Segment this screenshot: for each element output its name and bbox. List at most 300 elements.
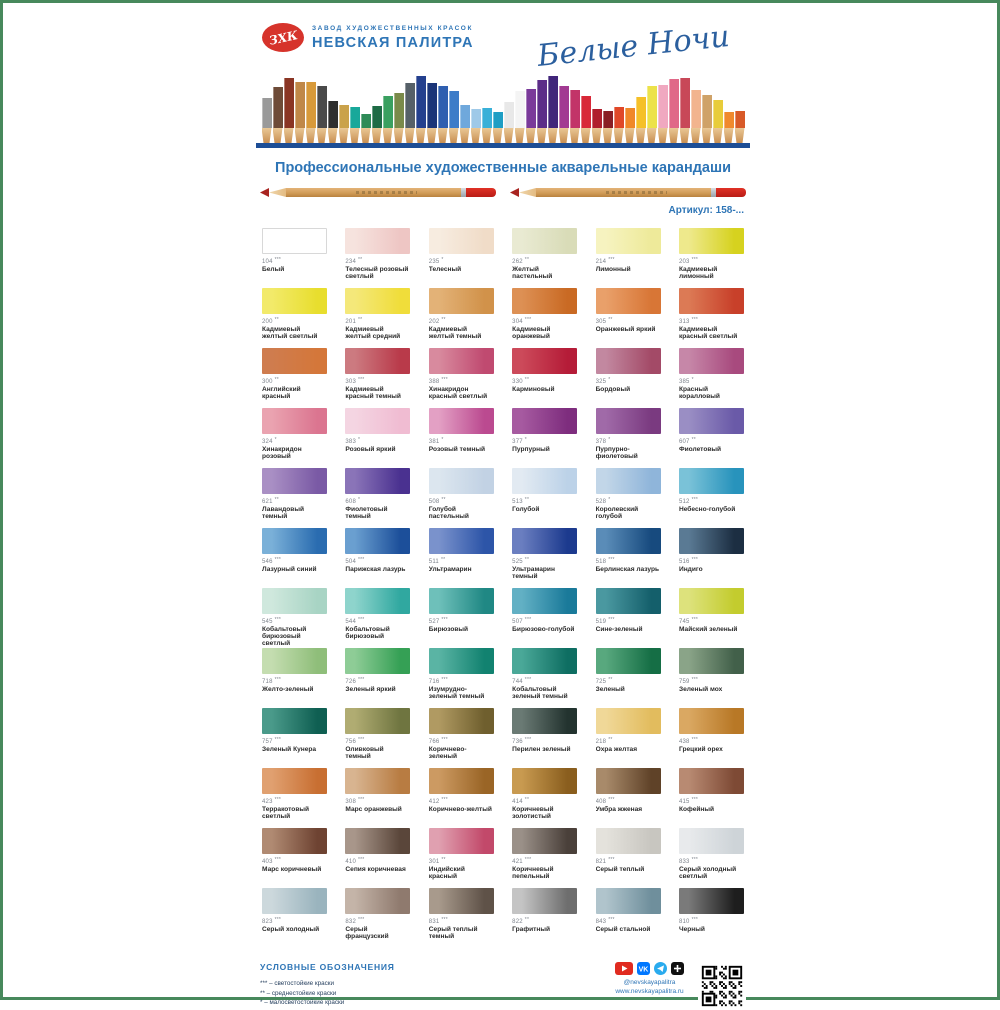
- color-cell: [596, 648, 661, 708]
- color-name: Бирюзовый: [428, 625, 469, 633]
- color-cell: [345, 648, 410, 708]
- color-name: Оливковый темный: [345, 745, 384, 760]
- color-code: 403 ***: [262, 856, 282, 865]
- color-cell: [262, 468, 327, 528]
- color-swatch: [345, 828, 410, 854]
- color-name: Небесно-голубой: [678, 505, 736, 513]
- color-code: 525 **: [512, 556, 530, 565]
- pencil: [680, 78, 690, 143]
- color-swatch: [512, 888, 577, 914]
- pencil-end-cap: [716, 188, 746, 197]
- color-cell: [596, 888, 661, 948]
- color-cell: [512, 888, 577, 948]
- color-cell: [596, 708, 661, 768]
- color-code: 415 ***: [678, 796, 699, 805]
- color-cell: [345, 468, 410, 528]
- color-code: 608 *: [345, 496, 361, 505]
- pencil: [394, 93, 404, 143]
- color-cell: [429, 708, 494, 768]
- color-swatch: [512, 768, 577, 794]
- youtube-icon: [615, 962, 633, 975]
- color-swatch: [596, 288, 661, 314]
- color-name: Коричневый золотистый: [512, 805, 554, 820]
- color-name: Лазурный синий: [262, 565, 317, 573]
- color-cell: [429, 828, 494, 888]
- color-swatch: [429, 408, 494, 434]
- color-swatch: [345, 648, 410, 674]
- color-code: 544 ***: [345, 616, 365, 625]
- color-cell: [429, 528, 494, 588]
- color-name: Королевский голубой: [595, 505, 639, 520]
- vk-icon: [637, 962, 650, 975]
- pencil-illustration: [510, 188, 746, 197]
- pencil: [471, 109, 481, 143]
- color-swatch: [262, 888, 327, 914]
- color-code: 423 ***: [262, 796, 282, 805]
- pencil-illustration: [260, 188, 496, 197]
- pencil-band: [256, 74, 750, 148]
- pencil: [361, 114, 371, 143]
- color-code: 330 **: [512, 376, 530, 385]
- color-cell: [262, 708, 327, 768]
- color-code: 823 ***: [262, 916, 282, 925]
- color-swatch: [345, 408, 410, 434]
- color-code: 421 ***: [512, 856, 532, 865]
- color-cell: [512, 528, 577, 588]
- color-code: 843 ***: [595, 916, 615, 925]
- logo-text: ЗХК: [267, 27, 299, 48]
- color-swatch: [596, 228, 661, 254]
- color-name: Кадмиевый лимонный: [678, 265, 718, 280]
- pencil: [295, 82, 305, 143]
- color-code: 377 *: [512, 436, 527, 445]
- color-name: Кадмиевый оранжевый: [512, 325, 551, 340]
- color-cell: [345, 408, 410, 468]
- color-swatch: [512, 348, 577, 374]
- color-cell: [512, 228, 577, 288]
- pencil: [592, 109, 602, 143]
- color-swatch: [345, 708, 410, 734]
- pencil-band-row: [256, 76, 750, 143]
- color-swatch: [345, 348, 410, 374]
- color-swatch: [429, 528, 494, 554]
- footer: [256, 962, 750, 1010]
- pencil: [262, 98, 272, 143]
- color-swatch: [679, 708, 744, 734]
- color-name: Голубой: [512, 505, 540, 513]
- color-cell: [512, 288, 577, 348]
- color-code: 757 ***: [262, 736, 282, 745]
- color-name: Изумрудно-зеленый темный: [428, 685, 485, 700]
- pencil: [669, 79, 679, 143]
- series-script-logo: Белые Ночи: [535, 19, 732, 74]
- color-swatch: [512, 648, 577, 674]
- color-cell: [262, 588, 327, 648]
- pencil: [515, 91, 525, 143]
- pencil: [328, 101, 338, 143]
- legend-item: *** – светостойкие краски: [260, 980, 335, 987]
- color-name: Сепия коричневая: [345, 865, 406, 873]
- pencil: [339, 105, 349, 143]
- color-code: 832 ***: [345, 916, 365, 925]
- color-code: 378 *: [595, 436, 611, 445]
- color-code: 202 **: [428, 316, 446, 325]
- color-name: Терракотовый светлый: [262, 805, 310, 820]
- color-swatch: [345, 228, 410, 254]
- pencil: [537, 80, 547, 143]
- color-code: 516 ***: [678, 556, 699, 565]
- color-cell: [679, 288, 744, 348]
- color-cell: [345, 228, 410, 288]
- color-name: Серый холодный светлый: [678, 865, 737, 880]
- pencil: [416, 76, 426, 143]
- color-name: Кобальтовый бирюзовый: [345, 625, 390, 640]
- legend-heading: УСЛОВНЫЕ ОБОЗНАЧЕНИЯ: [260, 962, 395, 972]
- color-swatch: [429, 228, 494, 254]
- color-name: Лавандовый темный: [262, 505, 305, 520]
- color-swatch: [679, 348, 744, 374]
- color-cell: [345, 828, 410, 888]
- color-cell: [679, 588, 744, 648]
- pencil: [317, 86, 327, 143]
- color-name: Хинакридон розовый: [262, 445, 302, 460]
- color-cell: [679, 408, 744, 468]
- pencil: [427, 83, 437, 143]
- color-name: Пурпурный: [512, 445, 550, 453]
- color-code: 200 **: [262, 316, 279, 325]
- color-cell: [262, 648, 327, 708]
- factory-line: ЗАВОД ХУДОЖЕСТВЕННЫХ КРАСОК: [312, 24, 474, 32]
- pencil: [559, 86, 569, 143]
- color-cell: [679, 768, 744, 828]
- pencil: [306, 82, 316, 143]
- color-cell: [429, 648, 494, 708]
- color-swatch: [262, 228, 327, 254]
- color-swatch: [429, 768, 494, 794]
- color-name: Черный: [678, 925, 705, 933]
- color-code: 545 ***: [262, 616, 282, 625]
- social-block: [615, 962, 684, 995]
- color-cell: [512, 408, 577, 468]
- color-code: 388 ***: [428, 376, 448, 385]
- color-code: 745 ***: [678, 616, 699, 625]
- color-chart-card: [256, 15, 750, 1010]
- header: [256, 15, 750, 74]
- color-cell: [679, 468, 744, 528]
- color-code: 305 **: [595, 316, 613, 325]
- color-code: 303 ***: [345, 376, 365, 385]
- color-name: Парижская лазурь: [345, 565, 406, 573]
- color-name: Розовый яркий: [345, 445, 396, 453]
- color-code: 528 *: [595, 496, 611, 505]
- color-cell: [596, 768, 661, 828]
- pencil: [482, 108, 492, 143]
- color-cell: [345, 348, 410, 408]
- pencil: [570, 90, 580, 143]
- pencil: [460, 105, 470, 143]
- color-cell: [512, 708, 577, 768]
- color-code: 512 ***: [678, 496, 699, 505]
- color-name: Фиолетовый: [678, 445, 722, 453]
- color-name: Сине-зеленый: [595, 625, 643, 633]
- color-code: 234 **: [345, 256, 363, 265]
- pencil: [504, 102, 514, 143]
- color-code: 546 ***: [262, 556, 282, 565]
- color-swatch: [262, 828, 327, 854]
- color-cell: [429, 588, 494, 648]
- color-name: Фиолетовый темный: [345, 505, 388, 520]
- color-swatch: [262, 288, 327, 314]
- zhk-logo-icon: [262, 23, 304, 52]
- color-name: Кадмиевый красный темный: [345, 385, 401, 400]
- color-swatch: [596, 468, 661, 494]
- color-code: 726 ***: [345, 676, 365, 685]
- pencil: [735, 111, 745, 143]
- color-code: 412 ***: [428, 796, 448, 805]
- color-cell: [262, 288, 327, 348]
- pencil: [405, 83, 415, 143]
- color-swatch: [345, 528, 410, 554]
- color-code: 507 ***: [512, 616, 532, 625]
- color-swatch: [596, 708, 661, 734]
- color-swatch: [429, 588, 494, 614]
- pencil-lead-tip: [510, 188, 519, 197]
- color-code: 766 ***: [428, 736, 448, 745]
- color-cell: [596, 528, 661, 588]
- color-name: Кадмиевый желтый темный: [428, 325, 482, 340]
- color-swatch: [262, 588, 327, 614]
- color-swatch: [429, 348, 494, 374]
- color-code: 822 **: [512, 916, 530, 925]
- color-code: 759 ***: [678, 676, 699, 685]
- pencil: [603, 111, 613, 143]
- color-name: Берлинская лазурь: [595, 565, 660, 573]
- color-code: 201 **: [345, 316, 363, 325]
- color-code: 325 *: [595, 376, 611, 385]
- color-code: 519 ***: [595, 616, 615, 625]
- color-name: Умбра жженая: [595, 805, 643, 813]
- color-name: Серый французский: [345, 925, 389, 940]
- color-code: 324 *: [262, 436, 277, 445]
- color-swatch: [429, 468, 494, 494]
- color-cell: [512, 828, 577, 888]
- color-code: 104 ***: [262, 256, 282, 265]
- color-cell: [345, 768, 410, 828]
- legend-item: * – малосветостойкие краски: [260, 999, 345, 1006]
- color-cell: [262, 768, 327, 828]
- color-swatch: [512, 588, 577, 614]
- color-cell: [679, 228, 744, 288]
- color-cell: [262, 888, 327, 948]
- color-cell: [679, 348, 744, 408]
- color-swatch: [262, 648, 327, 674]
- color-cell: [679, 648, 744, 708]
- color-cell: [596, 828, 661, 888]
- color-swatch: [512, 708, 577, 734]
- color-cell: [512, 348, 577, 408]
- color-code: 513 **: [512, 496, 530, 505]
- color-cell: [679, 528, 744, 588]
- color-cell: [512, 648, 577, 708]
- color-name: Кобальтовый бирюзовый светлый: [262, 625, 307, 648]
- color-name: Зеленый Кунера: [262, 745, 317, 753]
- color-swatch: [596, 528, 661, 554]
- legend-item: ** – среднестойкие краски: [260, 989, 337, 997]
- color-swatch: [345, 468, 410, 494]
- color-code: 831 ***: [428, 916, 448, 925]
- color-swatch: [345, 288, 410, 314]
- color-cell: [429, 288, 494, 348]
- color-name: Коричнево-желтый: [428, 805, 492, 813]
- color-cell: [429, 468, 494, 528]
- pencil: [636, 97, 646, 143]
- color-cell: [512, 588, 577, 648]
- color-code: 313 ***: [678, 316, 699, 325]
- pencil: [625, 108, 635, 143]
- color-cell: [429, 408, 494, 468]
- pencil: [273, 87, 283, 143]
- telegram-icon: [654, 962, 667, 975]
- color-grid: [256, 228, 750, 948]
- color-code: 203 ***: [678, 256, 699, 265]
- page-title: Профессиональные художественные акварельные карандаши: [275, 160, 731, 176]
- color-name: Майский зеленый: [678, 625, 738, 633]
- pencil-end-cap: [466, 188, 496, 197]
- color-swatch: [262, 468, 327, 494]
- color-name: Желтый пастельный: [512, 265, 553, 280]
- color-swatch: [679, 828, 744, 854]
- color-swatch: [596, 888, 661, 914]
- color-name: Перилен зеленый: [512, 745, 571, 753]
- pencil-illustrations: [256, 188, 750, 197]
- legend-block: [260, 962, 395, 1010]
- pencil: [438, 86, 448, 143]
- color-name: Марс коричневый: [262, 865, 322, 873]
- social-handle: @nevskayapalitra: [623, 979, 676, 986]
- color-code: 810 ***: [678, 916, 699, 925]
- color-swatch: [429, 888, 494, 914]
- pencil: [383, 96, 393, 143]
- color-cell: [596, 588, 661, 648]
- color-name: Серый теплый: [595, 865, 645, 873]
- color-code: 504 ***: [345, 556, 365, 565]
- color-swatch: [262, 348, 327, 374]
- color-swatch: [262, 768, 327, 794]
- color-swatch: [596, 348, 661, 374]
- color-name: Серый холодный: [262, 925, 320, 933]
- color-code: 821 ***: [595, 856, 615, 865]
- color-swatch: [596, 648, 661, 674]
- pencil: [724, 112, 734, 143]
- color-cell: [512, 468, 577, 528]
- color-name: Английский красный: [262, 385, 301, 400]
- brand-name: НЕВСКАЯ ПАЛИТРА: [312, 34, 474, 51]
- color-cell: [345, 708, 410, 768]
- color-code: 511 **: [428, 556, 446, 565]
- color-name: Хинакридон красный светлый: [428, 385, 488, 400]
- color-code: 833 ***: [678, 856, 699, 865]
- color-cell: [262, 348, 327, 408]
- color-name: Розовый темный: [428, 445, 486, 453]
- color-cell: [596, 348, 661, 408]
- color-cell: [596, 408, 661, 468]
- color-name: Пурпурно-фиолетовый: [595, 445, 638, 460]
- color-swatch: [429, 708, 494, 734]
- color-name: Ультрамарин темный: [512, 565, 555, 580]
- pencil: [614, 107, 624, 143]
- color-cell: [262, 528, 327, 588]
- pencil-band-bar: [256, 143, 750, 148]
- color-swatch: [679, 528, 744, 554]
- plus-icon: [671, 962, 684, 975]
- color-swatch: [679, 468, 744, 494]
- color-cell: [512, 768, 577, 828]
- color-swatch: [512, 528, 577, 554]
- color-code: 218 **: [595, 736, 613, 745]
- color-swatch: [679, 768, 744, 794]
- color-name: Графитный: [512, 925, 551, 933]
- color-swatch: [345, 888, 410, 914]
- pencil-wood-tip: [519, 188, 536, 197]
- color-cell: [596, 468, 661, 528]
- color-swatch: [512, 288, 577, 314]
- color-swatch: [345, 768, 410, 794]
- social-icons: [615, 962, 684, 975]
- color-swatch: [512, 228, 577, 254]
- pencil: [581, 96, 591, 143]
- color-code: 716 ***: [428, 676, 448, 685]
- color-code: 756 ***: [345, 736, 365, 745]
- color-cell: [596, 288, 661, 348]
- pencil: [548, 76, 558, 143]
- color-code: 385 *: [678, 376, 694, 385]
- color-name: Серый теплый темный: [428, 925, 478, 940]
- color-code: 301 **: [428, 856, 446, 865]
- pencil: [493, 112, 503, 143]
- color-code: 408 ***: [595, 796, 615, 805]
- color-cell: [262, 408, 327, 468]
- color-code: 725 **: [595, 676, 613, 685]
- legend-items: [260, 980, 395, 1006]
- color-name: Зеленый яркий: [345, 685, 396, 693]
- color-swatch: [596, 828, 661, 854]
- color-code: 235 *: [428, 256, 444, 265]
- pencil-lead-tip: [260, 188, 269, 197]
- color-name: Коричнево-зеленый: [428, 745, 467, 760]
- color-swatch: [679, 588, 744, 614]
- color-cell: [429, 228, 494, 288]
- color-swatch: [262, 708, 327, 734]
- color-name: Грецкий орех: [678, 745, 723, 753]
- color-code: 438 ***: [678, 736, 699, 745]
- color-swatch: [679, 888, 744, 914]
- pencil: [372, 106, 382, 143]
- color-swatch: [679, 288, 744, 314]
- color-swatch: [262, 528, 327, 554]
- pencil: [702, 95, 712, 143]
- color-swatch: [345, 588, 410, 614]
- color-code: 383 *: [345, 436, 361, 445]
- color-name: Зеленый мох: [678, 685, 723, 693]
- color-code: 518 ***: [595, 556, 615, 565]
- color-swatch: [596, 408, 661, 434]
- color-name: Оранжевый яркий: [595, 325, 656, 333]
- color-name: Кадмиевый желтый средний: [345, 325, 401, 340]
- color-name: Ультрамарин: [428, 565, 472, 573]
- color-cell: [262, 828, 327, 888]
- color-name: Кадмиевый желтый светлый: [262, 325, 318, 340]
- color-code: 718 ***: [262, 676, 282, 685]
